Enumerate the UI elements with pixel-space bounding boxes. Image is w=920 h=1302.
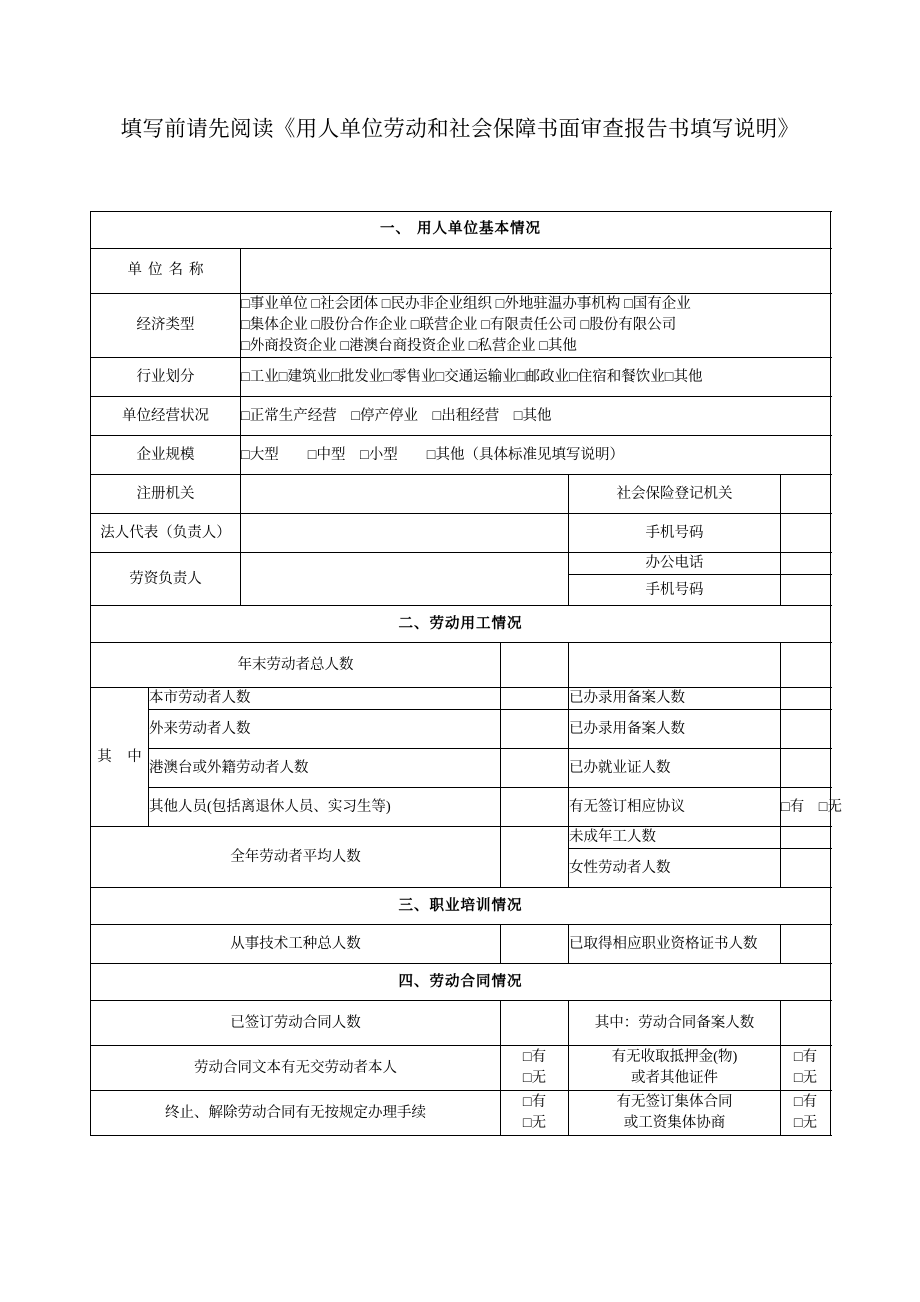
migrant-workers-label: 外来劳动者人数 xyxy=(149,710,501,749)
contracts-signed-label: 已签订劳动合同人数 xyxy=(91,1001,501,1046)
labor-manager-mobile-label: 手机号码 xyxy=(569,575,781,606)
operation-status-label: 单位经营状况 xyxy=(91,397,241,436)
labor-manager-office-phone-row xyxy=(91,553,831,575)
operation-status-options[interactable]: □正常生产经营 □停产停业 □出租经营 □其他 xyxy=(241,397,831,436)
labor-manager-mobile-input[interactable] xyxy=(781,575,831,606)
foreign-workers-row xyxy=(91,749,831,788)
qualification-certificate-label: 已取得相应职业资格证书人数 xyxy=(569,925,781,964)
industry-label: 行业划分 xyxy=(91,358,241,397)
operation-status-row xyxy=(91,397,831,436)
contracts-signed-input[interactable] xyxy=(501,1001,569,1046)
contract-text-given-row xyxy=(91,1046,831,1091)
other-personnel-row xyxy=(91,788,831,827)
female-workers-input[interactable] xyxy=(781,849,831,888)
minor-workers-label: 未成年工人数 xyxy=(569,827,781,849)
contract-text-given-label: 劳动合同文本有无交劳动者本人 xyxy=(91,1046,501,1091)
economic-type-option-line-2[interactable]: □集体企业 □股份合作企业 □联营企业 □有限责任公司 □股份有限公司 xyxy=(241,317,677,334)
agreement-signed-label: 有无签订相应协议 xyxy=(569,788,781,827)
migrant-workers-input[interactable] xyxy=(501,710,569,749)
section-3-heading: 三、职业培训情况 xyxy=(91,888,831,925)
technical-workers-row xyxy=(91,925,831,964)
termination-procedure-no[interactable]: □无 xyxy=(522,1115,547,1132)
contract-text-given-no[interactable]: □无 xyxy=(522,1070,547,1087)
enterprise-scale-row xyxy=(91,436,831,475)
contract-text-given-yes[interactable]: □有 xyxy=(522,1049,547,1066)
average-workers-label: 全年劳动者平均人数 xyxy=(91,827,501,888)
industry-row xyxy=(91,358,831,397)
average-workers-input[interactable] xyxy=(501,827,569,888)
legal-representative-input[interactable] xyxy=(241,514,569,553)
average-workers-minor-row xyxy=(91,827,831,849)
total-year-end-label: 年末劳动者总人数 xyxy=(91,643,501,688)
register-authority-row xyxy=(91,475,831,514)
deposit-taken-yes[interactable]: □有 xyxy=(793,1049,818,1066)
deposit-taken-label-line-1: 有无收取抵押金(物) xyxy=(611,1049,738,1066)
migrant-filed-label: 已办录用备案人数 xyxy=(569,710,781,749)
qualification-certificate-input[interactable] xyxy=(781,925,831,964)
office-phone-input[interactable] xyxy=(781,553,831,575)
legal-representative-mobile-input[interactable] xyxy=(781,514,831,553)
section-1-header-row xyxy=(91,212,831,249)
unit-name-input[interactable] xyxy=(241,249,831,294)
contracts-signed-row xyxy=(91,1001,831,1046)
total-year-end-row xyxy=(91,643,831,688)
agreement-signed-checkboxes[interactable]: □有 □无 xyxy=(781,788,831,827)
section-4-heading: 四、劳动合同情况 xyxy=(91,964,831,1001)
employment-certificate-input[interactable] xyxy=(781,749,831,788)
legal-representative-mobile-label: 手机号码 xyxy=(569,514,781,553)
technical-workers-input[interactable] xyxy=(501,925,569,964)
deposit-taken-label-line-2: 或者其他证件 xyxy=(631,1070,718,1087)
total-year-end-spacer xyxy=(569,643,781,688)
collective-contract-checkboxes[interactable] xyxy=(781,1091,831,1136)
economic-type-options[interactable] xyxy=(241,294,831,358)
section-2-heading: 二、劳动用工情况 xyxy=(91,606,831,643)
labor-manager-label: 劳资负责人 xyxy=(91,553,241,606)
foreign-workers-label: 港澳台或外籍劳动者人数 xyxy=(149,749,501,788)
section-1-heading: 一、 用人单位基本情况 xyxy=(91,212,831,249)
collective-contract-label xyxy=(569,1091,781,1136)
legal-representative-row xyxy=(91,514,831,553)
among-label: 其 中 xyxy=(91,688,149,827)
enterprise-scale-label: 企业规模 xyxy=(91,436,241,475)
unit-name-row xyxy=(91,249,831,294)
register-authority-label: 注册机关 xyxy=(91,475,241,514)
local-filed-label: 已办录用备案人数 xyxy=(569,688,781,710)
collective-contract-label-line-2: 或工资集体协商 xyxy=(623,1115,726,1132)
local-workers-row xyxy=(91,688,831,710)
section-2-header-row xyxy=(91,606,831,643)
unit-name-label: 单位名称 xyxy=(91,249,241,294)
deposit-taken-label xyxy=(569,1046,781,1091)
local-workers-label: 本市劳动者人数 xyxy=(149,688,501,710)
termination-procedure-yes[interactable]: □有 xyxy=(522,1094,547,1111)
contracts-filed-input[interactable] xyxy=(781,1001,831,1046)
section-3-header-row xyxy=(91,888,831,925)
economic-type-row xyxy=(91,294,831,358)
total-year-end-extra-input[interactable] xyxy=(781,643,831,688)
section-4-header-row xyxy=(91,964,831,1001)
employment-certificate-label: 已办就业证人数 xyxy=(569,749,781,788)
contract-text-given-checkboxes[interactable] xyxy=(501,1046,569,1091)
contracts-filed-label: 其中：劳动合同备案人数 xyxy=(569,1001,781,1046)
economic-type-option-line-1[interactable]: □事业单位 □社会团体 □民办非企业组织 □外地驻温办事机构 □国有企业 xyxy=(241,296,691,312)
deposit-taken-no[interactable]: □无 xyxy=(793,1070,818,1087)
labor-manager-input[interactable] xyxy=(241,553,569,606)
termination-procedure-checkboxes[interactable] xyxy=(501,1091,569,1136)
termination-procedure-label: 终止、解除劳动合同有无按规定办理手续 xyxy=(91,1091,501,1136)
office-phone-label: 办公电话 xyxy=(569,553,781,575)
foreign-workers-input[interactable] xyxy=(501,749,569,788)
legal-representative-label: 法人代表（负责人） xyxy=(91,514,241,553)
deposit-taken-checkboxes[interactable] xyxy=(781,1046,831,1091)
female-workers-label: 女性劳动者人数 xyxy=(569,849,781,888)
economic-type-label: 经济类型 xyxy=(91,294,241,358)
other-personnel-label: 其他人员(包括离退休人员、实习生等) xyxy=(149,788,501,827)
technical-workers-label: 从事技术工种总人数 xyxy=(91,925,501,964)
social-insurance-authority-input[interactable] xyxy=(781,475,831,514)
page-title: 填写前请先阅读《用人单位劳动和社会保障书面审查报告书填写说明》 xyxy=(120,117,800,141)
local-workers-input[interactable] xyxy=(501,688,569,710)
enterprise-scale-options[interactable]: □大型 □中型 □小型 □其他（具体标准见填写说明） xyxy=(241,436,831,475)
register-authority-input[interactable] xyxy=(241,475,569,514)
migrant-filed-input[interactable] xyxy=(781,710,831,749)
migrant-workers-row xyxy=(91,710,831,749)
other-personnel-input[interactable] xyxy=(501,788,569,827)
economic-type-option-line-3[interactable]: □外商投资企业 □港澳台商投资企业 □私营企业 □其他 xyxy=(241,338,577,355)
termination-procedure-row xyxy=(91,1091,831,1136)
industry-options[interactable]: □工业□建筑业□批发业□零售业□交通运输业□邮政业□住宿和餐饮业□其他 xyxy=(241,358,831,397)
collective-contract-no[interactable]: □无 xyxy=(793,1115,818,1132)
collective-contract-yes[interactable]: □有 xyxy=(793,1094,818,1111)
local-filed-input[interactable] xyxy=(781,688,831,710)
total-year-end-input[interactable] xyxy=(501,643,569,688)
collective-contract-label-line-1: 有无签订集体合同 xyxy=(616,1094,733,1111)
social-insurance-authority-label: 社会保险登记机关 xyxy=(569,475,781,514)
labor-inspection-form xyxy=(90,211,843,1136)
minor-workers-input[interactable] xyxy=(781,827,831,849)
